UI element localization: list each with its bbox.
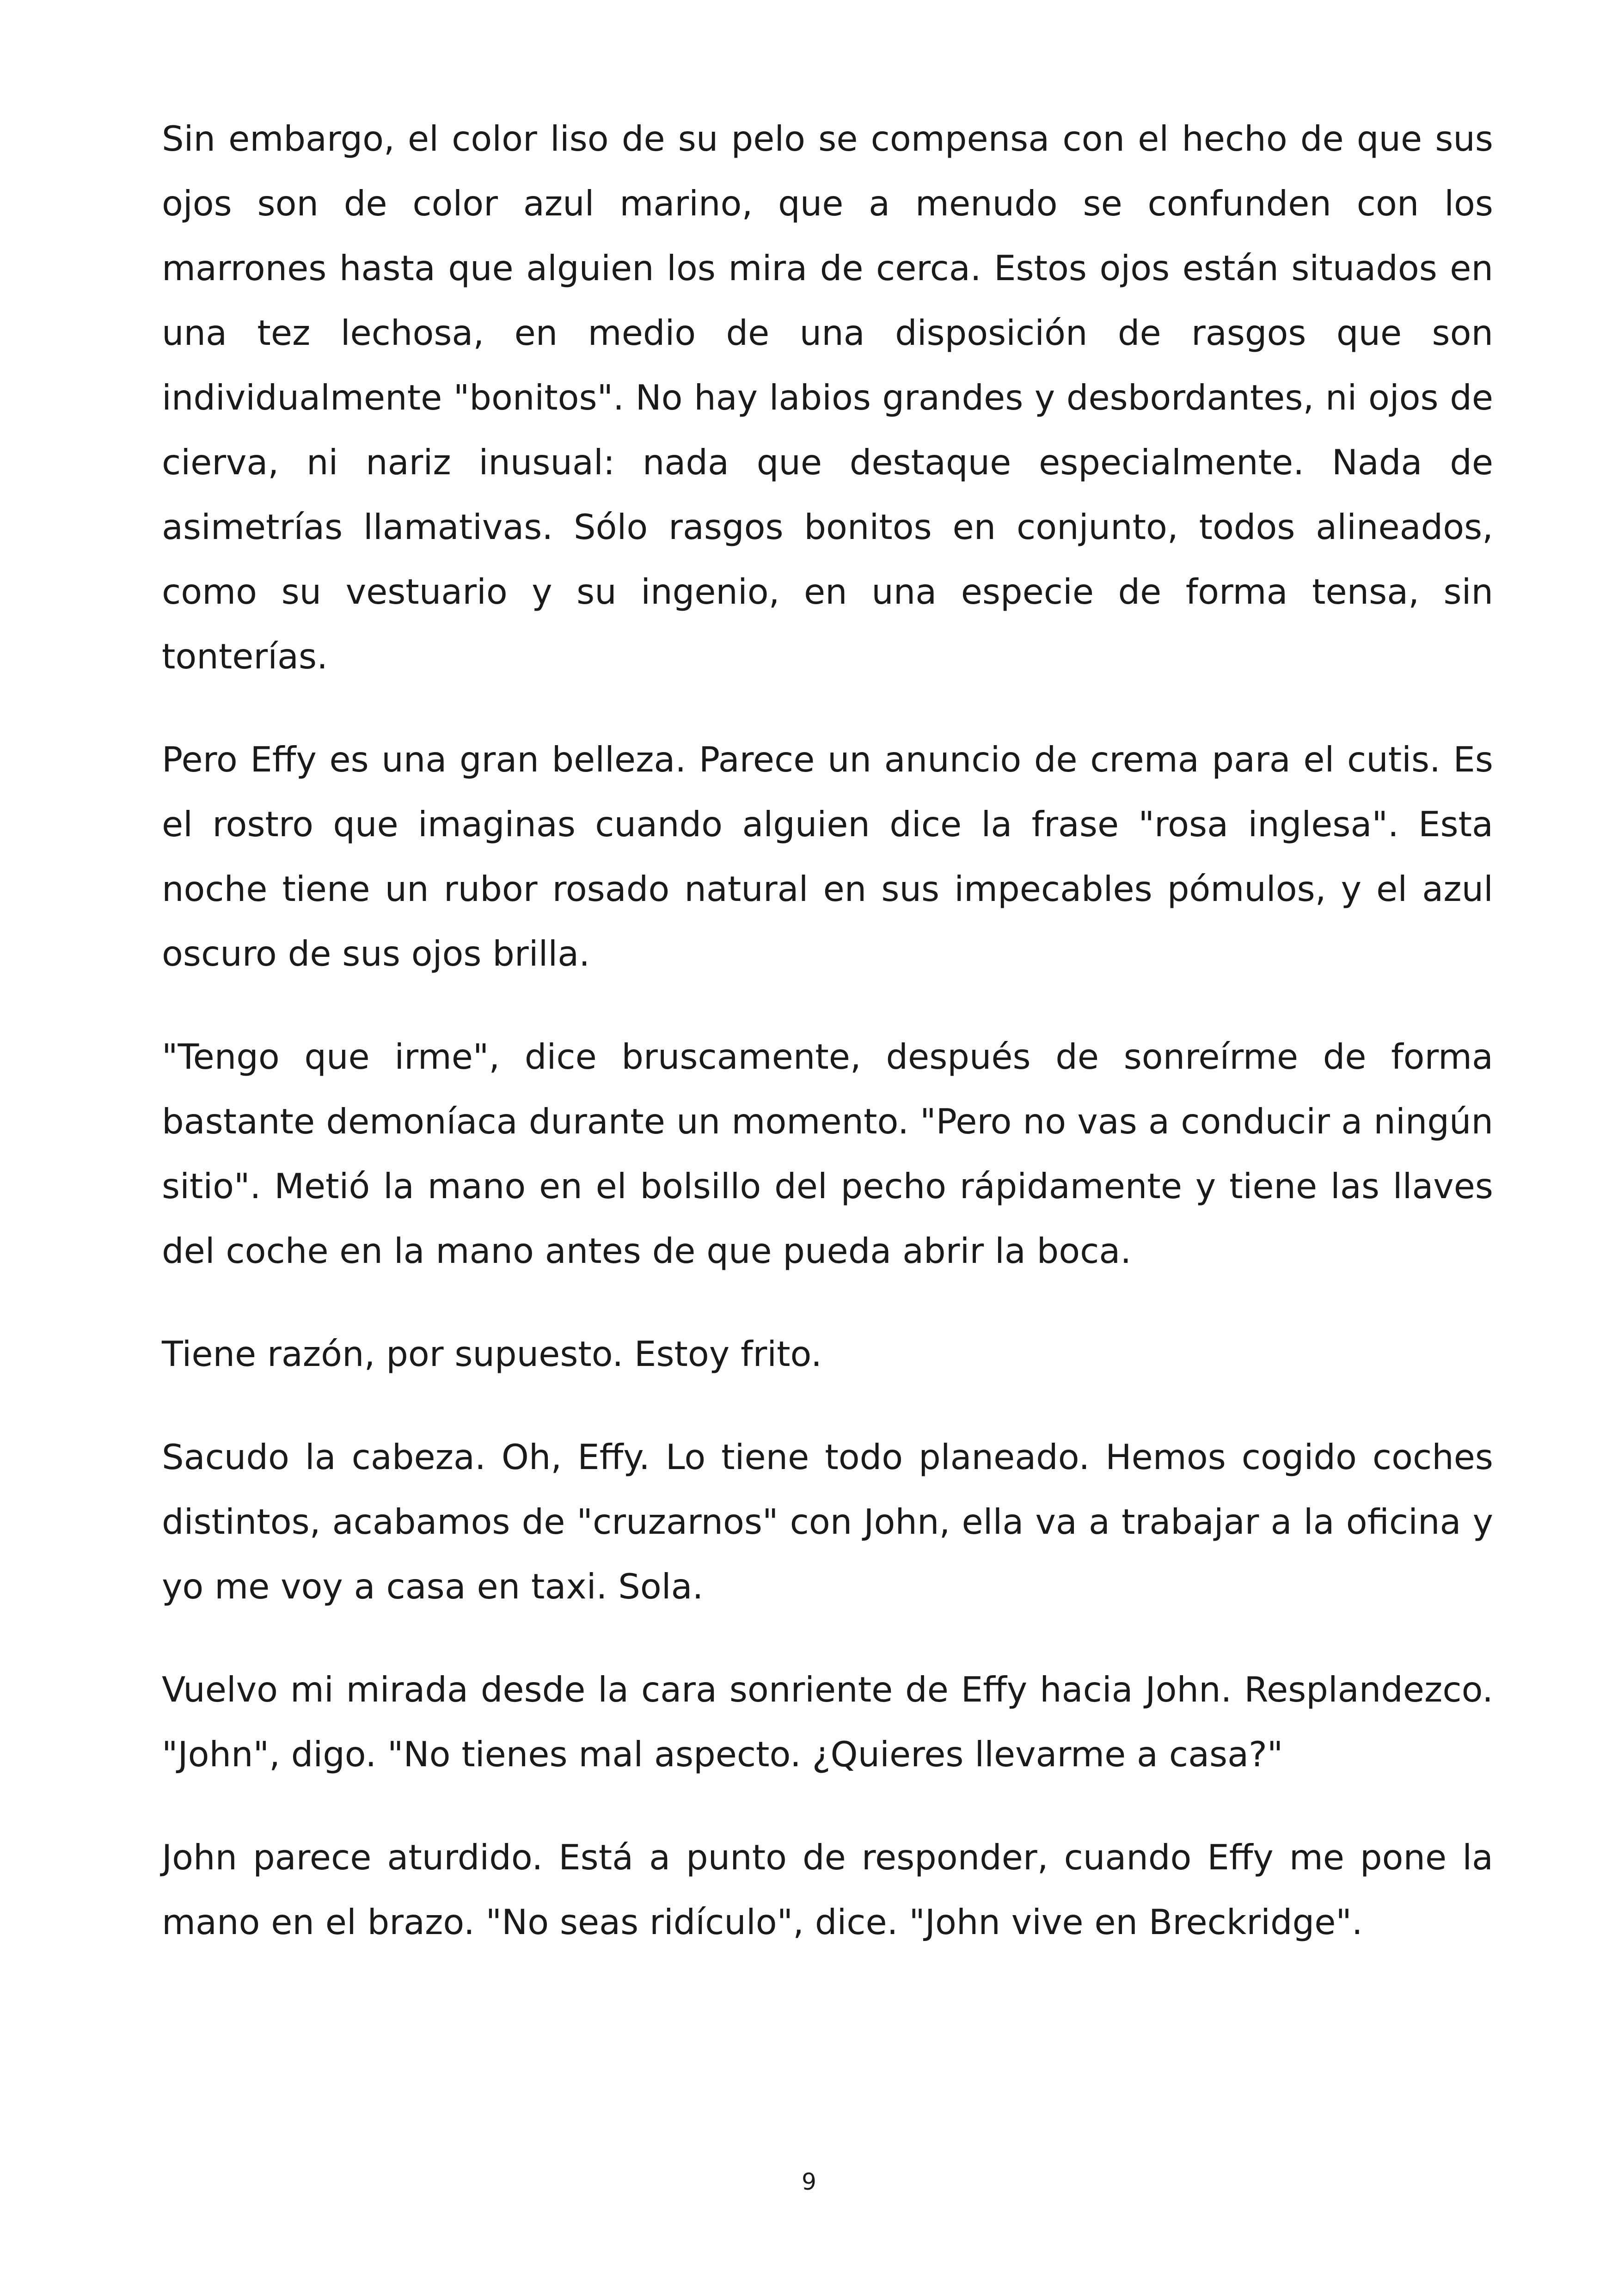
paragraph: John parece aturdido. Está a punto de responder, cuando Effy me pone la mano en el brazo. "No seas ridículo", dice. "John vive en Breckridge". bbox=[162, 1837, 1493, 1942]
paragraph: Vuelvo mi mirada desde la cara sonriente de Effy hacia John. Resplandezco. "John", digo. "No tienes mal aspecto. ¿Quieres llevarme a casa?" bbox=[162, 1669, 1493, 1775]
page-number: 9 bbox=[802, 2168, 816, 2195]
paragraph: Pero Effy es una gran belleza. Parece un anuncio de crema para el cutis. Es el rostro que imaginas cuando alguien dice la frase "rosa inglesa". Esta noche tiene un rubor rosado natural en sus impecables pómulos, y el azul oscuro de sus ojos brilla. bbox=[162, 739, 1493, 974]
paragraph: Sacudo la cabeza. Oh, Effy. Lo tiene todo planeado. Hemos cogido coches distintos, acabamos de "cruzarnos" con John, ella va a trabajar a la oficina y yo me voy a casa en taxi. Sola. bbox=[162, 1437, 1493, 1607]
paragraph: "Tengo que irme", dice bruscamente, después de sonreírme de forma bastante demoníaca durante un momento. "Pero no vas a conducir a ningún sitio". Metió la mano en el bolsillo del pecho rápidamente y tiene las llaves del coche en la mano antes de que pueda abrir la boca. bbox=[162, 1036, 1493, 1271]
body-text bbox=[162, 106, 1493, 1993]
paragraph: Tiene razón, por supuesto. Estoy frito. bbox=[162, 1334, 822, 1374]
paragraph: Sin embargo, el color liso de su pelo se compensa con el hecho de que sus ojos son de color azul marino, que a menudo se confunden con los marrones hasta que alguien los mira de cerca. Estos ojos están situados en una tez lechosa, en medio de una disposición de rasgos que son individualmente "bonitos". No hay labios grandes y desbordantes, ni ojos de cierva, ni nariz inusual: nada que destaque especialmente. Nada de asimetrías llamativas. Sólo rasgos bonitos en conjunto, todos alineados, como su vestuario y su ingenio, en una especie de forma tensa, sin tonterías. bbox=[162, 118, 1493, 677]
